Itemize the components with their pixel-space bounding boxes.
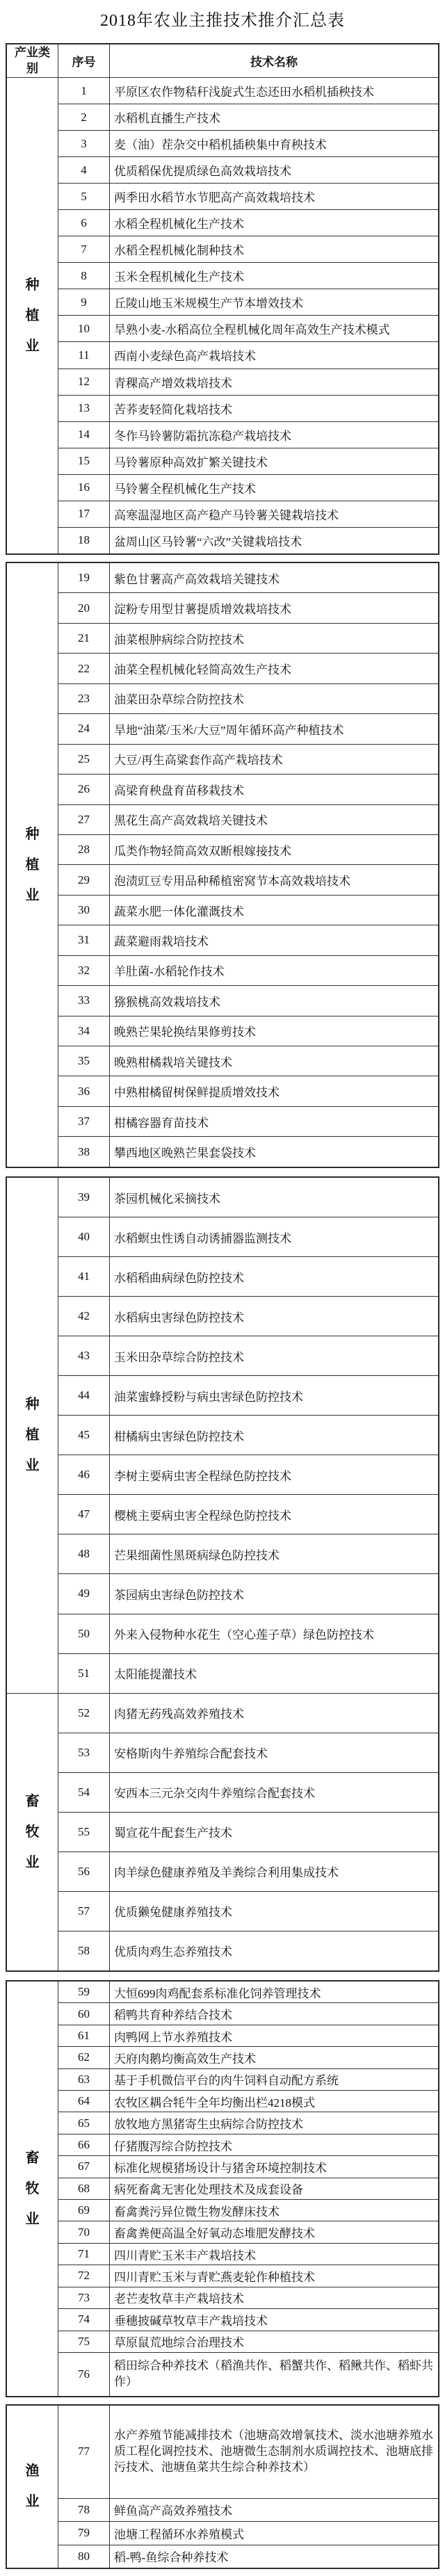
category-cell — [7, 2406, 58, 2568]
technology-name: 羊肚菌-水稻轮作技术 — [110, 955, 439, 985]
technology-name: 肉羊绿色健康养殖及羊粪综合利用集成技术 — [110, 1852, 439, 1891]
table-row — [7, 1076, 439, 1106]
technology-name: 外来入侵物种水花生（空心莲子草）绿色防控技术 — [110, 1614, 439, 1653]
table-row — [7, 78, 439, 104]
table-row — [7, 1931, 439, 1970]
table-row — [7, 2309, 439, 2331]
table-section — [6, 1176, 439, 1972]
table-row — [7, 2287, 439, 2308]
technology-name: 淀粉专用型甘薯提质增效栽培技术 — [110, 593, 439, 623]
row-number: 18 — [58, 527, 110, 553]
category-label: 畜牧业 — [25, 2150, 40, 2227]
table-row — [7, 804, 439, 834]
table-row — [7, 1812, 439, 1852]
technology-name: 优质獭兔健康养殖技术 — [110, 1891, 439, 1931]
row-number: 32 — [58, 955, 110, 985]
row-number: 54 — [58, 1772, 110, 1812]
row-number: 39 — [58, 1178, 110, 1217]
table-row — [7, 1217, 439, 1257]
technology-name: 四川青贮玉米丰产栽培技术 — [110, 2243, 439, 2265]
row-number: 34 — [58, 1016, 110, 1046]
row-number: 62 — [58, 2047, 110, 2068]
table-row — [7, 744, 439, 774]
table-row — [7, 1574, 439, 1614]
row-number: 45 — [58, 1416, 110, 1455]
row-number: 11 — [58, 342, 110, 368]
table-section — [6, 562, 439, 1168]
row-number: 52 — [58, 1693, 110, 1733]
table-row — [7, 2091, 439, 2112]
row-number: 61 — [58, 2025, 110, 2046]
table-row — [7, 1733, 439, 1772]
row-number: 22 — [58, 654, 110, 683]
technology-name: 大豆/再生高粱套作高产栽培技术 — [110, 744, 439, 774]
technology-name: 水产养殖节能减排技术（池塘高效增氧技术、淡水池塘养殖水质工程化调控技术、池塘微生态制剂水质调控技术、池塘底排污技术、池塘鱼菜共生综合种养技术） — [110, 2406, 439, 2499]
table-row — [7, 2134, 439, 2155]
table-row — [7, 895, 439, 925]
table-row — [7, 1257, 439, 1297]
row-number: 27 — [58, 804, 110, 834]
technology-name: 仔猪腹泻综合防控技术 — [110, 2134, 439, 2155]
technology-name: 樱桃主要病虫害全程绿色防控技术 — [110, 1495, 439, 1534]
row-number: 31 — [58, 925, 110, 955]
technology-name: 农牧区耦合牦牛全年均衡出栏4218模式 — [110, 2091, 439, 2112]
tech-table — [6, 1981, 439, 2397]
table-row — [7, 1336, 439, 1376]
row-number: 60 — [58, 2003, 110, 2025]
table-row — [7, 131, 439, 157]
table-row — [7, 623, 439, 653]
row-number: 35 — [58, 1046, 110, 1076]
table-row — [7, 1891, 439, 1931]
technology-name: 肉鸭网上节水养殖技术 — [110, 2025, 439, 2046]
technology-name: 高寒温湿地区高产稳产马铃薯关键栽培技术 — [110, 501, 439, 527]
row-number: 72 — [58, 2265, 110, 2287]
row-number: 40 — [58, 1217, 110, 1257]
row-number: 80 — [58, 2545, 110, 2568]
category-cell — [7, 1178, 58, 1694]
row-number: 1 — [58, 78, 110, 104]
technology-name: 柑橘病虫害绿色防控技术 — [110, 1416, 439, 1455]
row-number: 4 — [58, 157, 110, 184]
table-row — [7, 1852, 439, 1891]
category-label: 种植业 — [25, 277, 40, 354]
table-row — [7, 501, 439, 527]
table-row — [7, 2025, 439, 2046]
table-section — [6, 2404, 439, 2569]
row-number: 30 — [58, 895, 110, 925]
table-row — [7, 775, 439, 804]
technology-name: 盆周山区马铃薯“六改”关键栽培技术 — [110, 527, 439, 553]
table-row — [7, 955, 439, 985]
technology-name: 油菜田杂草综合防控技术 — [110, 683, 439, 713]
row-number: 21 — [58, 623, 110, 653]
row-number: 20 — [58, 593, 110, 623]
row-number: 29 — [58, 865, 110, 895]
technology-name: 水稻病虫害绿色防控技术 — [110, 1297, 439, 1336]
technology-name: 基于手机微信平台的肉牛饲料自动配方系统 — [110, 2068, 439, 2090]
row-number: 55 — [58, 1812, 110, 1852]
technology-name: 晚熟柑橘栽培关键技术 — [110, 1046, 439, 1076]
technology-name: 大恒699肉鸡配套系标准化饲养管理技术 — [110, 1982, 439, 2003]
technology-name: 李树主要病虫害全程绿色防控技术 — [110, 1455, 439, 1495]
row-number: 25 — [58, 744, 110, 774]
row-number: 42 — [58, 1297, 110, 1336]
row-number: 38 — [58, 1137, 110, 1167]
technology-name: 瓜类作物轻简高效双断根嫁接技术 — [110, 834, 439, 864]
technology-name: 猕猴桃高效栽培技术 — [110, 986, 439, 1016]
row-number: 73 — [58, 2287, 110, 2308]
technology-name: 攀西地区晚熟芒果套袋技术 — [110, 1137, 439, 1167]
table-row — [7, 1534, 439, 1574]
table-row — [7, 865, 439, 895]
row-number: 68 — [58, 2178, 110, 2199]
technology-name: 老芒麦牧草丰产栽培技术 — [110, 2287, 439, 2308]
technology-name: 蔬菜水肥一体化灌溉技术 — [110, 895, 439, 925]
row-number: 76 — [58, 2352, 110, 2396]
table-row — [7, 2221, 439, 2243]
technology-name: 晚熟芒果轮换结果修剪技术 — [110, 1016, 439, 1046]
tech-table — [6, 44, 439, 554]
technology-name: 病死畜禽无害化处理技术及成套设备 — [110, 2178, 439, 2199]
table-row — [7, 263, 439, 289]
table-row — [7, 1653, 439, 1693]
row-number: 46 — [58, 1455, 110, 1495]
table-row — [7, 448, 439, 474]
table-row — [7, 1046, 439, 1076]
row-number: 56 — [58, 1852, 110, 1891]
row-number: 5 — [58, 184, 110, 210]
technology-name: 安西本三元杂交肉牛养殖综合配套技术 — [110, 1772, 439, 1812]
technology-name: 鲜鱼高产高效养殖技术 — [110, 2498, 439, 2521]
technology-name: 平原区农作物秸秆浅旋式生态还田水稻机插秧技术 — [110, 78, 439, 104]
row-number: 51 — [58, 1653, 110, 1693]
technology-name: 柑橘容器育苗技术 — [110, 1106, 439, 1136]
row-number: 75 — [58, 2331, 110, 2352]
row-number: 2 — [58, 104, 110, 131]
table-row — [7, 157, 439, 184]
row-number: 43 — [58, 1336, 110, 1376]
technology-name: 肉猪无药残高效养殖技术 — [110, 1693, 439, 1733]
table-row — [7, 1455, 439, 1495]
table-row — [7, 1416, 439, 1455]
category-cell — [7, 563, 58, 1167]
row-number: 57 — [58, 1891, 110, 1931]
table-row — [7, 236, 439, 263]
table-section — [6, 43, 439, 555]
header-category: 产业类别 — [7, 44, 58, 78]
table-row — [7, 1614, 439, 1653]
table-row — [7, 2406, 439, 2499]
row-number: 9 — [58, 289, 110, 316]
technology-name: 稻鸭共育种养结合技术 — [110, 2003, 439, 2025]
table-row — [7, 316, 439, 342]
row-number: 70 — [58, 2221, 110, 2243]
table-row — [7, 2352, 439, 2396]
table-row — [7, 986, 439, 1016]
row-number: 63 — [58, 2068, 110, 2090]
technology-name: 稻-鸭-鱼综合种养技术 — [110, 2545, 439, 2568]
table-row — [7, 1693, 439, 1733]
row-number: 24 — [58, 714, 110, 744]
page-title: 2018年农业主推技术推介汇总表 — [100, 12, 345, 30]
table-row — [7, 184, 439, 210]
table-row — [7, 593, 439, 623]
row-number: 37 — [58, 1106, 110, 1136]
table-row — [7, 289, 439, 316]
category-label: 畜牧业 — [25, 1793, 40, 1870]
table-row — [7, 2200, 439, 2221]
row-number: 19 — [58, 563, 110, 593]
table-row — [7, 1982, 439, 2003]
row-number: 16 — [58, 474, 110, 501]
tech-table — [6, 2405, 439, 2568]
table-row — [7, 421, 439, 448]
table-row — [7, 2498, 439, 2521]
header-number: 序号 — [58, 44, 110, 78]
table-row — [7, 474, 439, 501]
table-row — [7, 2178, 439, 2199]
technology-name: 油菜根肿病综合防控技术 — [110, 623, 439, 653]
row-number: 6 — [58, 210, 110, 236]
table-row — [7, 2331, 439, 2352]
technology-name: 苦荞麦轻简化栽培技术 — [110, 395, 439, 421]
technology-name: 优质稻保优提质绿色高效栽培技术 — [110, 157, 439, 184]
technology-name: 天府肉鹅均衡高效生产技术 — [110, 2047, 439, 2068]
row-number: 10 — [58, 316, 110, 342]
tech-table — [6, 562, 439, 1167]
technology-name: 旱地“油菜/玉米/大豆”周年循环高产种植技术 — [110, 714, 439, 744]
row-number: 59 — [58, 1982, 110, 2003]
technology-name: 马铃薯原种高效扩繁关键技术 — [110, 448, 439, 474]
category-cell — [7, 78, 58, 554]
row-number: 78 — [58, 2498, 110, 2521]
technology-name: 紫色甘薯高产高效栽培关键技术 — [110, 563, 439, 593]
category-cell — [7, 1693, 58, 1970]
technology-name: 油菜蜜蜂授粉与病虫害绿色防控技术 — [110, 1376, 439, 1416]
technology-name: 油菜全程机械化轻简高效生产技术 — [110, 654, 439, 683]
row-number: 65 — [58, 2112, 110, 2134]
technology-name: 畜禽粪便高温全好氧动态堆肥发酵技术 — [110, 2221, 439, 2243]
row-number: 15 — [58, 448, 110, 474]
row-number: 14 — [58, 421, 110, 448]
technology-name: 玉米全程机械化生产技术 — [110, 263, 439, 289]
row-number: 3 — [58, 131, 110, 157]
table-row — [7, 1016, 439, 1046]
technology-name: 标准化规模猪场设计与猪舍环境控制技术 — [110, 2156, 439, 2178]
table-row — [7, 654, 439, 683]
tech-table — [6, 1177, 439, 1971]
table-row — [7, 1376, 439, 1416]
table-row — [7, 2265, 439, 2287]
category-label: 种植业 — [25, 1397, 40, 1474]
category-label: 渔业 — [25, 2463, 40, 2510]
table-row — [7, 683, 439, 713]
table-row — [7, 1495, 439, 1534]
technology-name: 垂穗披碱草牧草丰产栽培技术 — [110, 2309, 439, 2331]
table-row — [7, 2243, 439, 2265]
technology-name: 丘陵山地玉米规模生产节本增效技术 — [110, 289, 439, 316]
technology-name: 水稻螟虫性诱自动诱捕器监测技术 — [110, 1217, 439, 1257]
technology-name: 畜禽粪污异位微生物发酵床技术 — [110, 2200, 439, 2221]
row-number: 64 — [58, 2091, 110, 2112]
table-row — [7, 2156, 439, 2178]
table-row — [7, 368, 439, 395]
header-row — [7, 44, 439, 78]
table-row — [7, 834, 439, 864]
technology-name: 高梁育秧盘育苗移栽技术 — [110, 775, 439, 804]
table-row — [7, 104, 439, 131]
table-row — [7, 925, 439, 955]
technology-name: 玉米田杂草综合防控技术 — [110, 1336, 439, 1376]
technology-name: 泡渍豇豆专用品种稀植密窝节本高效栽培技术 — [110, 865, 439, 895]
technology-name: 草原鼠荒地综合治理技术 — [110, 2331, 439, 2352]
category-label: 种植业 — [25, 826, 40, 903]
table-row — [7, 2112, 439, 2134]
technology-name: 水稻机直播生产技术 — [110, 104, 439, 131]
technology-name: 青稞高产增效栽培技术 — [110, 368, 439, 395]
row-number: 41 — [58, 1257, 110, 1297]
row-number: 8 — [58, 263, 110, 289]
technology-name: 冬作马铃薯防霜抗冻稳产栽培技术 — [110, 421, 439, 448]
technology-name: 水稻稻曲病绿色防控技术 — [110, 1257, 439, 1297]
technology-name: 麦（油）茬杂交中稻机插秧集中育秧技术 — [110, 131, 439, 157]
row-number: 28 — [58, 834, 110, 864]
technology-name: 优质肉鸡生态养殖技术 — [110, 1931, 439, 1970]
table-section — [6, 1980, 439, 2397]
row-number: 66 — [58, 2134, 110, 2155]
technology-name: 茶园机械化采摘技术 — [110, 1178, 439, 1217]
technology-name: 水稻全程机械化生产技术 — [110, 210, 439, 236]
table-row — [7, 210, 439, 236]
technology-name: 马铃薯全程机械化生产技术 — [110, 474, 439, 501]
row-number: 69 — [58, 2200, 110, 2221]
row-number: 53 — [58, 1733, 110, 1772]
table-row — [7, 2047, 439, 2068]
technology-name: 芒果细菌性黑斑病绿色防控技术 — [110, 1534, 439, 1574]
technology-name: 西南小麦绿色高产栽培技术 — [110, 342, 439, 368]
row-number: 48 — [58, 1534, 110, 1574]
row-number: 44 — [58, 1376, 110, 1416]
row-number: 74 — [58, 2309, 110, 2331]
technology-name: 蔬菜避雨栽培技术 — [110, 925, 439, 955]
table-row — [7, 2003, 439, 2025]
technology-name: 太阳能提灌技术 — [110, 1653, 439, 1693]
table-row — [7, 527, 439, 553]
row-number: 12 — [58, 368, 110, 395]
table-row — [7, 2522, 439, 2545]
row-number: 7 — [58, 236, 110, 263]
row-number: 13 — [58, 395, 110, 421]
table-row — [7, 1297, 439, 1336]
technology-name: 放牧地方黑猪寄生虫病综合防控技术 — [110, 2112, 439, 2134]
technology-name: 稻田综合种养技术（稻渔共作、稻蟹共作、稻鳅共作、稻虾共作） — [110, 2352, 439, 2396]
row-number: 79 — [58, 2522, 110, 2545]
row-number: 58 — [58, 1931, 110, 1970]
technology-name: 旱熟小麦-水稻高位全程机械化周年高效生产技术模式 — [110, 316, 439, 342]
technology-name: 四川青贮玉米与青贮燕麦轮作种植技术 — [110, 2265, 439, 2287]
table-row — [7, 2068, 439, 2090]
technology-name: 池塘工程循环水养殖模式 — [110, 2522, 439, 2545]
technology-name: 中熟柑橘留树保鲜提质增效技术 — [110, 1076, 439, 1106]
row-number: 67 — [58, 2156, 110, 2178]
table-row — [7, 714, 439, 744]
technology-name: 黑花生高产高效栽培关键技术 — [110, 804, 439, 834]
table-row — [7, 1178, 439, 1217]
row-number: 50 — [58, 1614, 110, 1653]
technology-name: 水稻全程机械化制种技术 — [110, 236, 439, 263]
row-number: 49 — [58, 1574, 110, 1614]
table-row — [7, 1106, 439, 1136]
table-row — [7, 1137, 439, 1167]
technology-name: 安格斯肉牛养殖综合配套技术 — [110, 1733, 439, 1772]
table-row — [7, 395, 439, 421]
table-row — [7, 2545, 439, 2568]
table-row — [7, 563, 439, 593]
row-number: 71 — [58, 2243, 110, 2265]
category-cell — [7, 1982, 58, 2397]
row-number: 26 — [58, 775, 110, 804]
technology-name: 两季田水稻节水节肥高产高效栽培技术 — [110, 184, 439, 210]
technology-name: 茶园病虫害绿色防控技术 — [110, 1574, 439, 1614]
row-number: 36 — [58, 1076, 110, 1106]
table-row — [7, 1772, 439, 1812]
row-number: 77 — [58, 2406, 110, 2499]
row-number: 47 — [58, 1495, 110, 1534]
table-row — [7, 342, 439, 368]
row-number: 33 — [58, 986, 110, 1016]
row-number: 23 — [58, 683, 110, 713]
technology-name: 蜀宣花牛配套生产技术 — [110, 1812, 439, 1852]
row-number: 17 — [58, 501, 110, 527]
header-name: 技术名称 — [110, 44, 439, 78]
